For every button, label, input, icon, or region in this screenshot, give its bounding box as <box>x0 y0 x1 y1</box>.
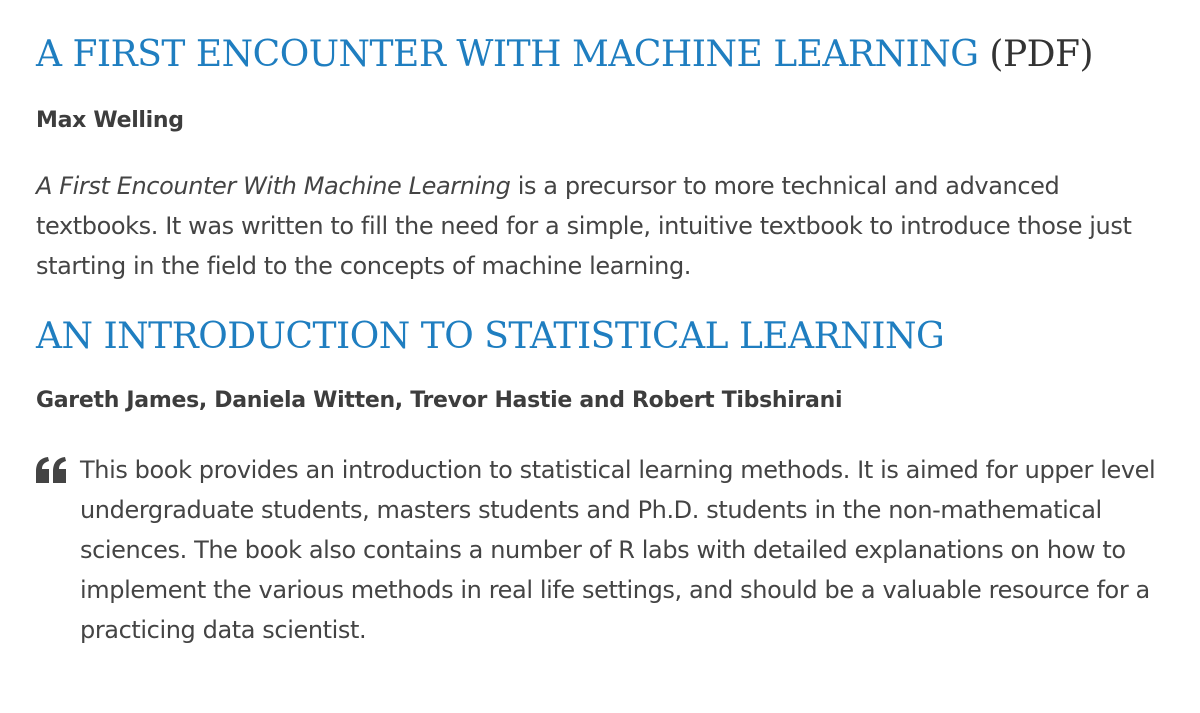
quote-text: This book provides an introduction to statistical learning methods. It is aimed for upper level undergraduate students, masters students and Ph.D. students in the non-mathematical sciences. The book also contains a number of R labs with detailed explanations on how to implement the various methods in real life settings, and should be a valuable resource for a practicing data scientist. <box>80 456 1156 644</box>
book-description-title: A First Encounter With Machine Learning <box>36 172 511 200</box>
book-title-link[interactable]: A FIRST ENCOUNTER WITH MACHINE LEARNING <box>36 34 979 75</box>
book-title <box>36 310 1156 364</box>
book-list <box>36 28 1156 650</box>
book-authors: Max Welling <box>36 108 184 133</box>
book-title-link[interactable]: AN INTRODUCTION TO STATISTICAL LEARNING <box>36 316 945 357</box>
book-quote <box>36 450 1156 650</box>
book-entry-statistical-learning <box>36 310 1156 650</box>
book-entry-first-encounter <box>36 28 1156 286</box>
book-title <box>36 28 1156 82</box>
book-authors: Gareth James, Daniela Witten, Trevor Hastie and Robert Tibshirani <box>36 388 843 413</box>
format-label: (PDF) <box>978 34 1094 75</box>
quote-icon <box>36 457 68 483</box>
book-description-text: is a precursor to more technical and advanced textbooks. It was written to fill the need for a simple, intuitive textbook to introduce those just starting in the field to the concepts of machine learning. <box>36 172 1132 280</box>
book-description <box>36 166 1156 286</box>
